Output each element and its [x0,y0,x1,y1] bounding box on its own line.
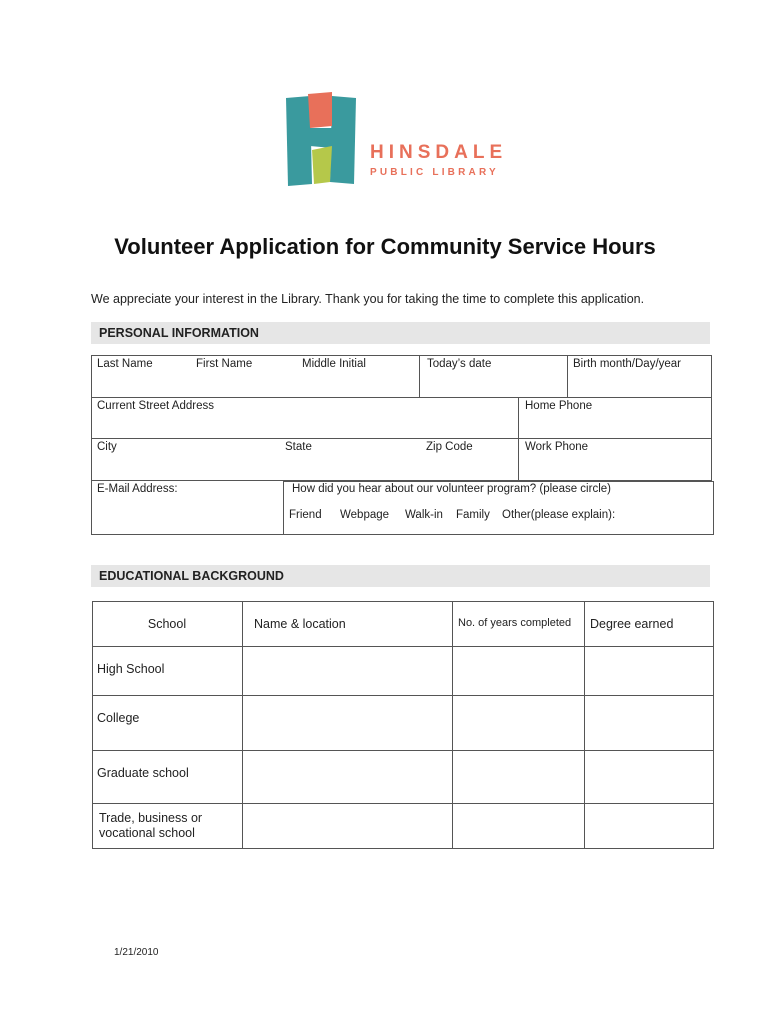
state-field[interactable]: State [285,441,312,453]
row-divider [91,438,712,439]
logo-text-hinsdale: HINSDALE [370,142,508,163]
cell-divider [419,355,420,398]
education-header [91,565,710,587]
column-header-school: School [147,617,187,631]
personal-info-table [91,355,712,481]
logo-text-public-library: PUBLIC LIBRARY [370,167,499,178]
education-header-label: EDUCATIONAL BACKGROUND [99,569,284,583]
footer-date: 1/21/2010 [114,947,159,958]
option-walk-in[interactable]: Walk-in [405,509,443,521]
row-college: College [97,711,140,725]
personal-info-header [91,322,710,344]
city-field[interactable]: City [97,441,117,453]
logo-h-left-bar [286,96,312,186]
street-address-field[interactable]: Current Street Address [97,400,214,412]
column-header-years: No. of years completed [458,617,572,629]
row-divider [92,803,714,804]
column-header-degree: Degree earned [590,617,674,631]
cell-divider [567,355,568,398]
column-divider [452,601,453,849]
zip-code-field[interactable]: Zip Code [426,441,473,453]
middle-initial-field[interactable]: Middle Initial [302,358,366,370]
logo-teal-crossbar [310,128,332,148]
page-title: Volunteer Application for Community Service Hours [114,234,656,259]
option-webpage[interactable]: Webpage [340,509,390,521]
cell-divider [518,397,519,481]
work-phone-field[interactable]: Work Phone [525,441,589,453]
logo-lime-block [312,146,332,184]
row-divider [92,750,714,751]
personal-info-header-label: PERSONAL INFORMATION [99,326,259,340]
last-name-field[interactable]: Last Name [97,358,153,370]
home-phone-field[interactable]: Home Phone [525,400,593,412]
row-trade-school: Trade, business or vocational school [99,811,203,840]
logo-h-right-bar [330,96,356,184]
option-friend[interactable]: Friend [289,509,322,521]
hear-about-question: How did you hear about our volunteer program? (please circle) [292,483,611,495]
row-divider [91,397,712,398]
email-field[interactable]: E-Mail Address: [97,483,178,495]
logo-coral-block [308,92,332,128]
option-family[interactable]: Family [456,509,490,521]
column-divider [242,601,243,849]
intro-text: We appreciate your interest in the Library. Thank you for taking the time to complete this application. [91,292,645,306]
row-high-school: High School [97,662,165,676]
todays-date-field[interactable]: Today’s date [427,358,492,370]
column-divider [584,601,585,849]
row-graduate-school: Graduate school [97,766,189,780]
birth-date-field[interactable]: Birth month/Day/year [573,358,682,370]
row-divider [92,695,714,696]
option-other[interactable]: Other(please explain): [502,509,616,521]
first-name-field[interactable]: First Name [196,358,253,370]
row-divider [92,646,714,647]
column-header-name-location: Name & location [254,617,346,631]
